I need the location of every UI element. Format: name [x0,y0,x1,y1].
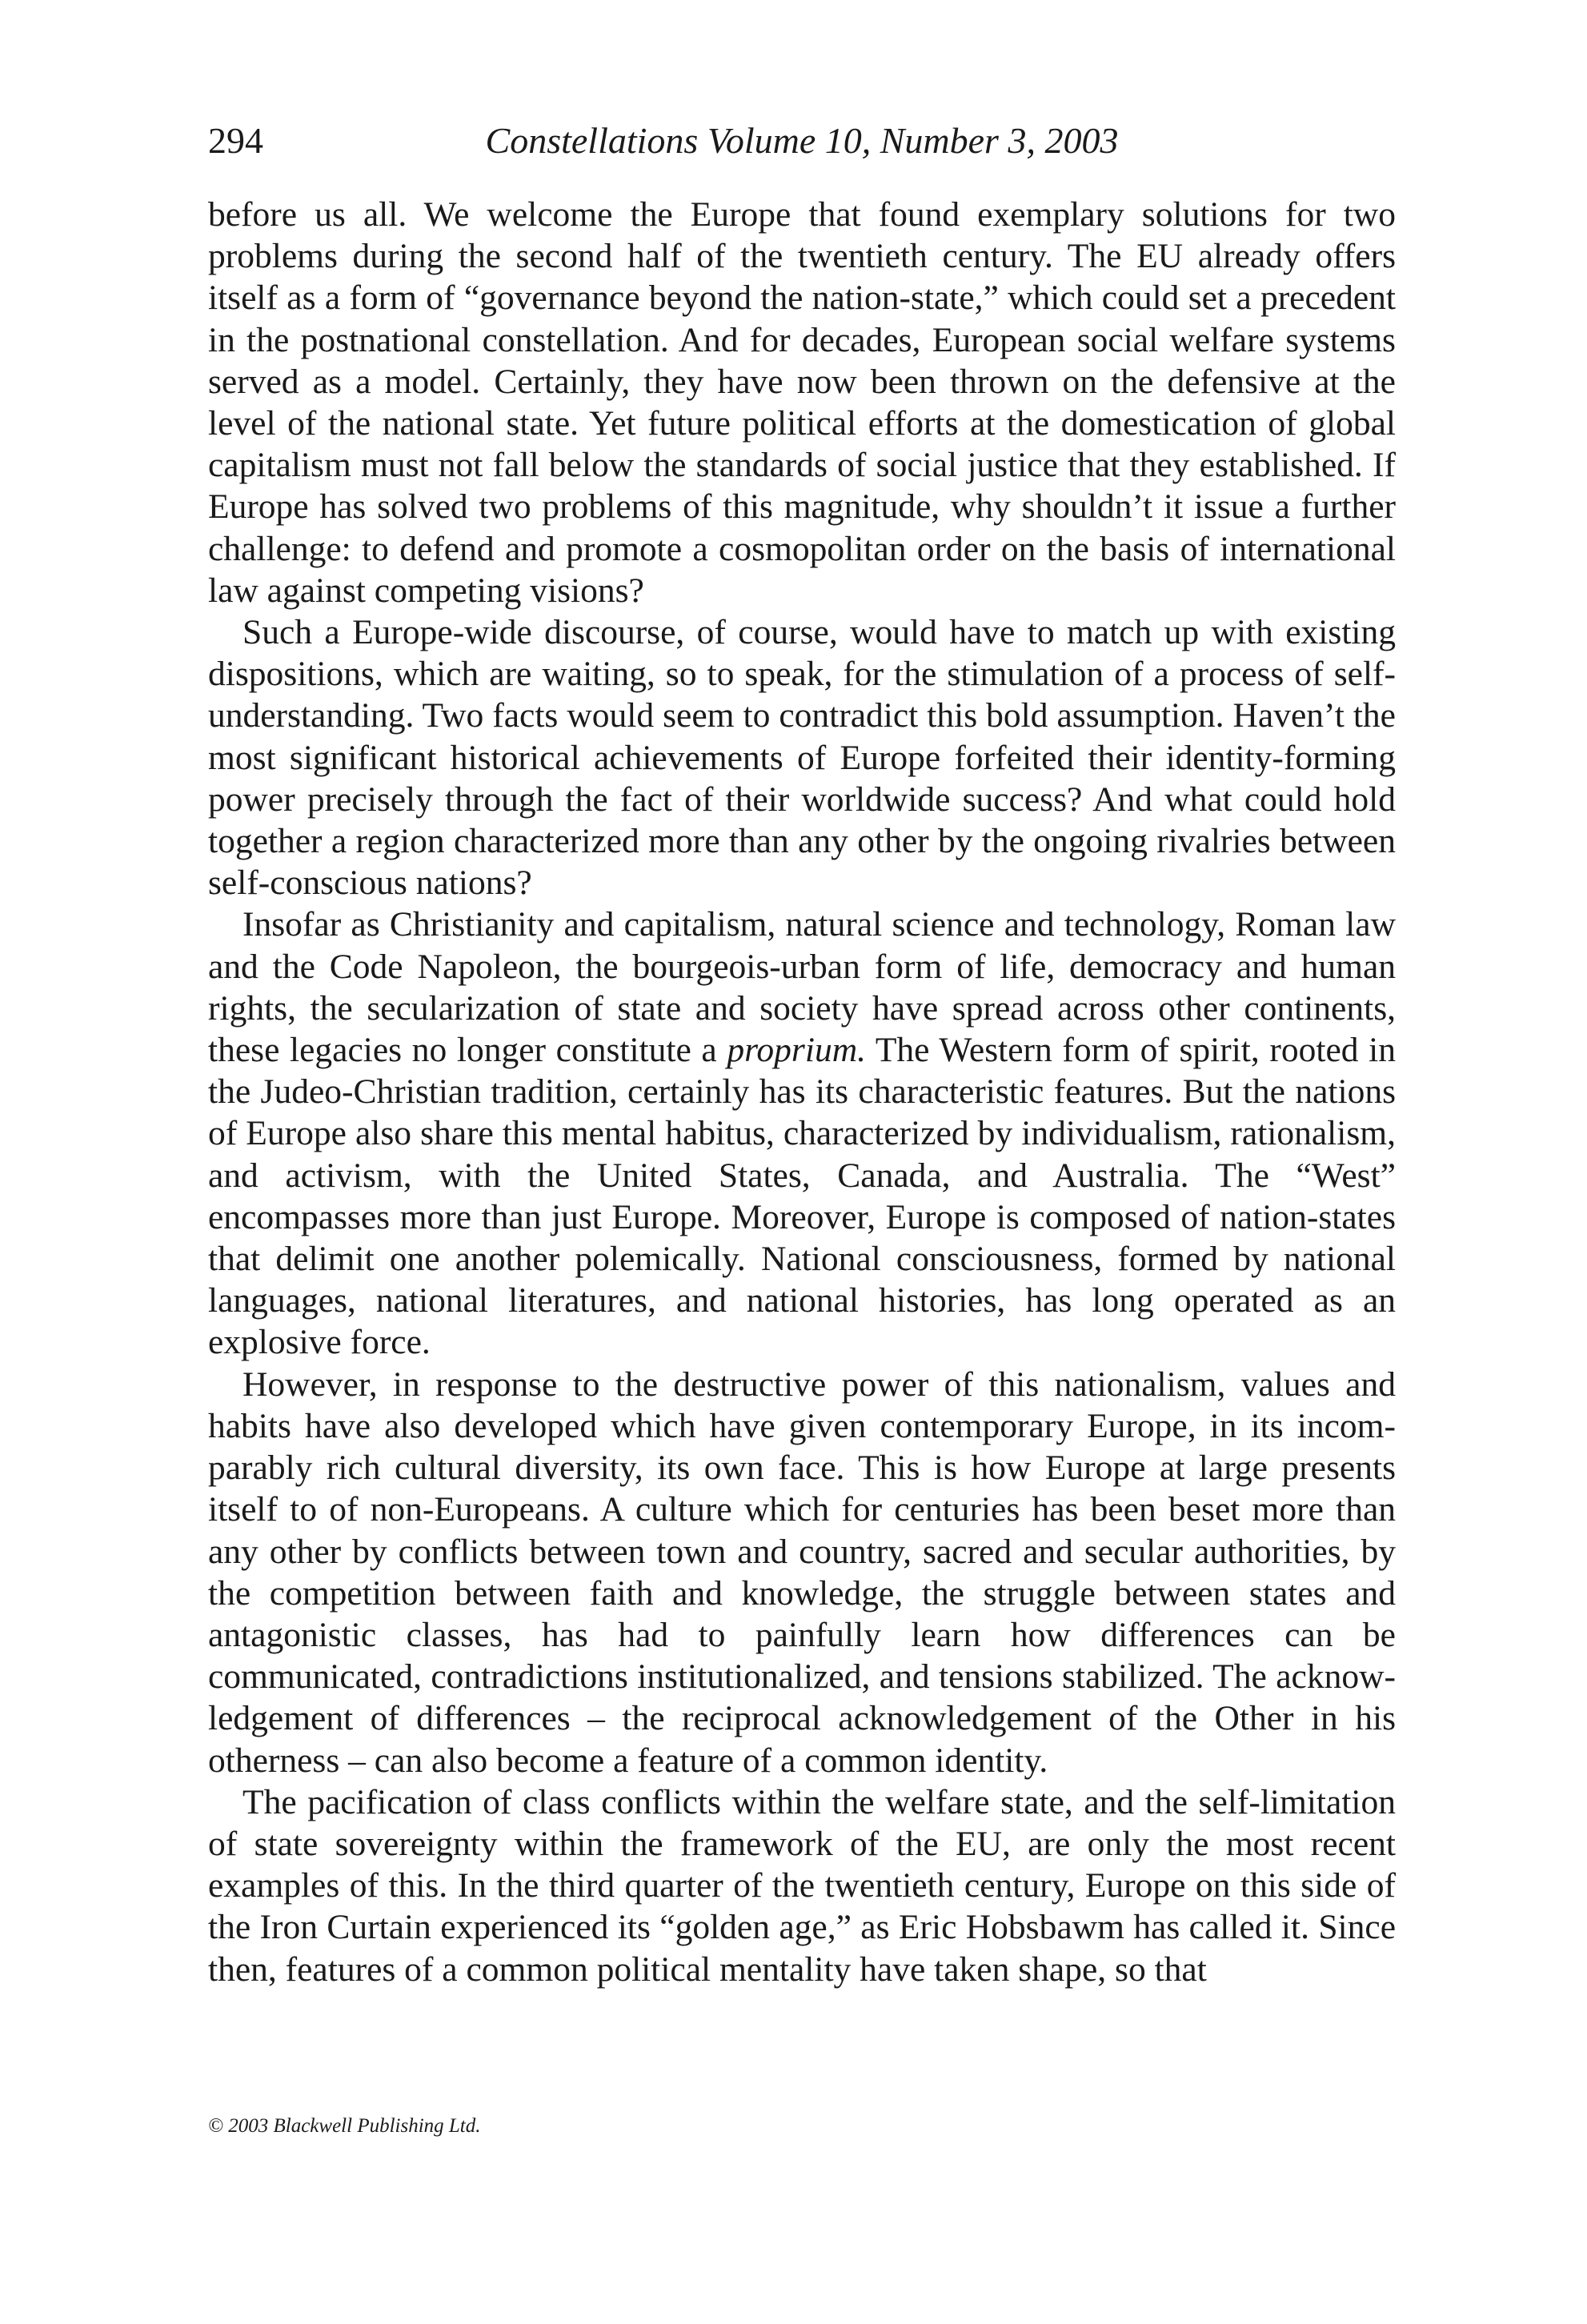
running-head [208,117,1396,165]
paragraph-text: before us all. We welcome the Europe that found exemplary solutions for two problems during the second half of the twentieth century. The EU already offers itself as a form of “governance beyond the nation-state,” which could set a precedent in the postnational constellation. And for decades, European social welfare systems served as a model. Certainly, they have now been thrown on the defensive at the level of the national state. Yet future political efforts at the domestication of global capitalism must not fall below the standards of social justice that they established. If Europe has solved two problems of this magnitude, why shouldn’t it issue a further challenge: to defend and promote a cosmopolitan order on the basis of international law against competing visions? [208,195,1396,610]
paragraph-text: Such a Europe-wide discourse, of course, would have to match up with existing dispositions, which are waiting, so to speak, for the stimulation of a process of self-understanding. Two facts would seem to contradict this bold assumption. Haven’t the most significant historical achievements of Europe forfeited their identity-forming power precisely through the fact of their worldwide success? And what could hold together a region characterized more than any other by the ongoing rivalries between self-conscious nations? [208,613,1396,903]
paragraph [208,1364,1396,1781]
paragraph-text: The pacification of class conflicts within the welfare state, and the self-limitation of state sovereignty within the framework of the EU, are only the most recent examples of this. In the third quarter of the twentieth century, Europe on this side of the Iron Curtain experienced its “golden age,” as Eric Hobsbawm has called it. Since then, features of a common political mentality have taken shape, so that [208,1782,1396,1989]
body-text [208,194,1396,1990]
paragraph [208,194,1396,611]
copyright-footer: © 2003 Blackwell Publishing Ltd. [208,2115,481,2137]
journal-title: Constellations Volume 10, Number 3, 2003 [485,120,1119,161]
paragraph-text: The Western form of spirit, rooted in the Judeo-Christian tradition, certainly has its characteristic features. But the nations of Europe also share this mental habitus, characterized by individualism, rationalism, and activism, with the United States, Canada, and Australia. The “West” encompasses more than just Europe. Moreover, Europe is composed of nation-states that delimit one another polemically. National consciousness, formed by national languages, national literatures, and national histories, has long operated as an explosive force. [208,1031,1396,1362]
paragraph [208,904,1396,1363]
paragraph [208,611,1396,904]
italic-term: proprium. [727,1031,866,1070]
page-number: 294 [208,120,263,161]
paragraph-text: However, in response to the destructive power of this nationalism, values and habits have also developed which have given contemporary Europe, in its incomparably rich cultural diversity, its own face. This is how Europe at large presents itself to of non-Europeans. A culture which for centuries has been beset more than any other by conflicts between town and country, sacred and secular authorities, by the competition between faith and knowledge, the struggle between states and antagonistic classes, has had to painfully learn how differences can be communicated, contradictions institutionalized, and tensions stabilized. The acknowledgement of differences – the reciprocal acknowledgement of the Other in his otherness – can also become a feature of a common identity. [208,1364,1396,1780]
paragraph-text: Insofar as Christianity and capitalism, natural science and technology, Roman law and the Code Napoleon, the bourgeois-urban form of life, democracy and human rights, the secularization of state and society have spread across other continents, these legacies no longer constitute a [208,905,1396,1070]
paragraph [208,1781,1396,1990]
